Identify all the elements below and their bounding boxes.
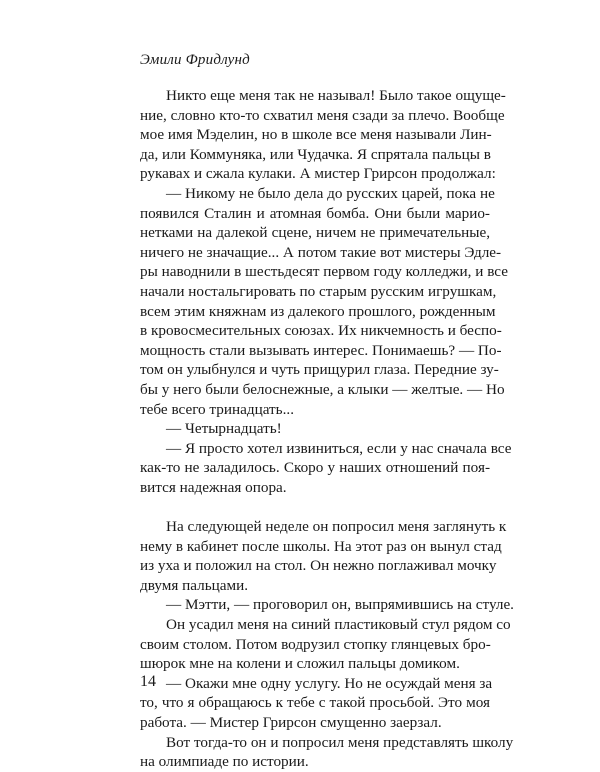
running-head-author: Эмили Фридлунд (140, 52, 250, 68)
text-line: тебе всего тринадцать... (140, 400, 295, 418)
text-line: мое имя Мэделин, но в школе все меня называли Лин- (140, 126, 492, 144)
text-line: — Четырнадцать! (166, 420, 282, 438)
text-line: то, что я обращаюсь к тебе с такой просьбой. Это моя (140, 694, 490, 712)
text-line: — Я просто хотел извиниться, если у нас сначала все (166, 439, 512, 457)
text-line: ние, словно кто-то схватил меня сзади за плечо. Вообще (140, 106, 505, 124)
text-line: начали ностальгировать по старым русским игрушкам, (140, 282, 497, 300)
text-line: в кровосмесительных союзах. Их никчемность и беспо- (140, 322, 502, 340)
text-line: том он улыбнулся и чуть прищурил глаза. Передние зу- (140, 361, 499, 379)
text-line: На следующей неделе он попросил меня заглянуть к (166, 518, 507, 536)
text-line: да, или Коммуняка, или Чудачка. Я спрятала пальцы в (140, 145, 491, 163)
page-number: 14 (140, 673, 156, 690)
body-text (140, 86, 514, 772)
text-line: ры наводнили в шестьдесят первом году колледжи, и все (140, 263, 508, 281)
text-line: — Окажи мне одну услугу. Но не осуждай меня за (166, 674, 493, 692)
text-line: работа. — Мистер Грирсон смущенно заерзал. (140, 714, 442, 731)
text-line: двумя пальцами. (140, 576, 249, 594)
text-line: ничего не значащие... А потом такие вот мистеры Эдле- (140, 243, 502, 261)
text-line: своим столом. Потом водрузил стопку глянцевых бро- (140, 635, 491, 653)
text-line: вится надежная опора. (140, 478, 287, 496)
text-line: — Никому не было дела до русских царей, пока не (166, 184, 495, 202)
text-line: Никто еще меня так не называл! Было такое ощуще- (166, 87, 506, 104)
text-line: как-то не заладилось. Скоро у наших отношений поя- (140, 459, 490, 477)
text-line: — Мэтти, — проговорил он, выпрямившись на стуле. (166, 596, 514, 614)
text-line: нему в кабинет после школы. На этот раз он вынул стад (140, 537, 502, 555)
text-line: нетками на далекой сцене, ничем не примечательные, (140, 224, 490, 242)
text-line: на олимпиаде по истории. (140, 753, 309, 771)
text-line: рукавах и сжала кулаки. А мистер Грирсон продолжал: (140, 165, 496, 183)
text-line: Он усадил меня на синий пластиковый стул рядом со (166, 616, 511, 634)
text-line: появился Сталин и атомная бомба. Они были марио- (140, 204, 490, 222)
text-line: бы у него были белоснежные, а клыки — желтые. — Но (140, 380, 505, 398)
text-line: шюрок мне на колени и сложил пальцы домиком. (140, 655, 460, 673)
text-line: всем этим княжнам из далекого прошлого, рожденным (140, 302, 496, 320)
text-line: Вот тогда-то он и попросил меня представлять школу (166, 733, 514, 751)
text-line: мощность стали вызывать интерес. Понимаешь? — По- (140, 341, 502, 359)
text-line: из уха и положил на стол. Он нежно поглаживал мочку (140, 557, 497, 575)
section-break (140, 497, 490, 517)
